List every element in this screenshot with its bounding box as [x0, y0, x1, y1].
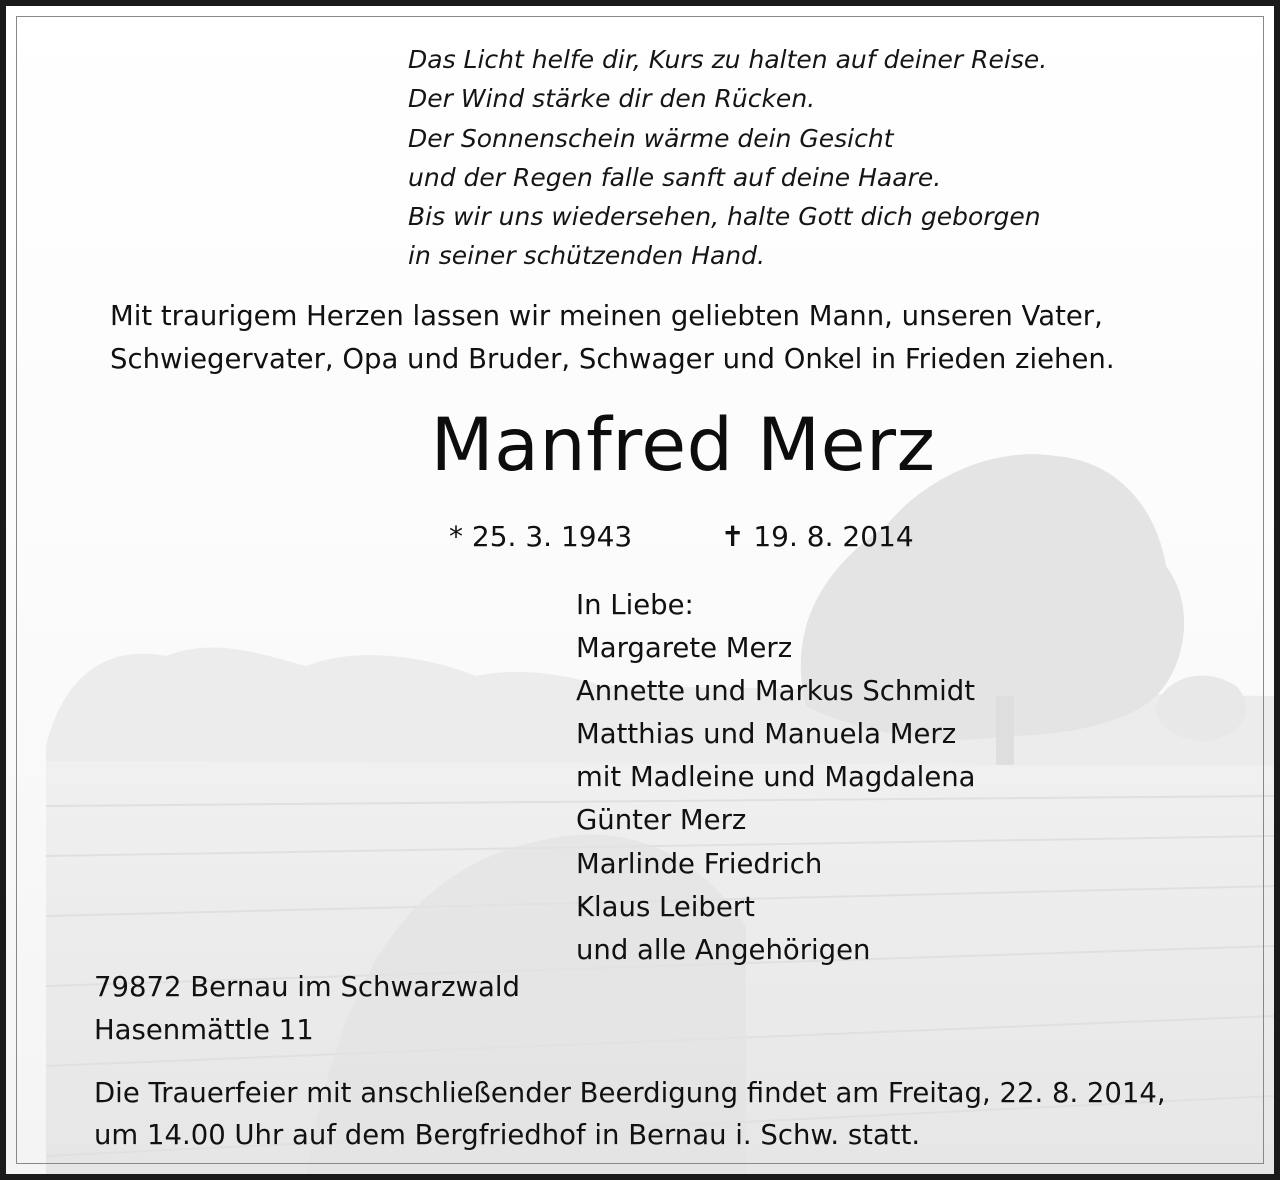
- poem-line: Bis wir uns wiedersehen, halte Gott dich geborgen: [408, 202, 1041, 232]
- ceremony-line: um 14.00 Uhr auf dem Bergfriedhof in Bernau i. Schw. statt.: [94, 1119, 921, 1151]
- poem-line: und der Regen falle sanft auf deine Haare.: [408, 162, 942, 192]
- family-member: Annette und Markus Schmidt: [576, 675, 976, 708]
- poem-line: Der Sonnenschein wärme dein Gesicht: [408, 123, 894, 153]
- poem-line: Das Licht helfe dir, Kurs zu halten auf deiner Reise.: [408, 45, 1048, 74]
- poem-line: in seiner schützenden Hand.: [408, 241, 765, 271]
- poem-line: Der Wind stärke dir den Rücken.: [408, 84, 816, 114]
- ceremony-info: [94, 1072, 1166, 1156]
- poem: [408, 40, 1047, 276]
- family-member: und alle Angehörigen: [576, 933, 871, 966]
- family-member: Margarete Merz: [576, 632, 793, 665]
- intro-line: Mit traurigem Herzen lassen wir meinen geliebten Mann, unseren Vater,: [110, 300, 1103, 332]
- intro-text: [110, 295, 1115, 381]
- birth-date: * 25. 3. 1943: [449, 520, 633, 553]
- family-member: Matthias und Manuela Merz: [576, 718, 957, 751]
- intro-line: Schwiegervater, Opa und Bruder, Schwager und Onkel in Frieden ziehen.: [110, 343, 1115, 375]
- family-heading: In Liebe:: [576, 589, 694, 621]
- family-list: [576, 584, 976, 972]
- death-date: ✝ 19. 8. 2014: [721, 520, 914, 553]
- family-member: Günter Merz: [576, 804, 747, 837]
- ceremony-line: Die Trauerfeier mit anschließender Beerdigung findet am Freitag, 22. 8. 2014,: [94, 1077, 1166, 1109]
- family-member: Klaus Leibert: [576, 890, 755, 923]
- address: [94, 966, 520, 1052]
- family-member: Marlinde Friedrich: [576, 847, 823, 880]
- address-city: 79872 Bernau im Schwarzwald: [94, 971, 520, 1003]
- address-street: Hasenmättle 11: [94, 1014, 314, 1046]
- family-member: mit Madleine und Magdalena: [576, 761, 976, 794]
- deceased-name: Manfred Merz: [430, 403, 936, 488]
